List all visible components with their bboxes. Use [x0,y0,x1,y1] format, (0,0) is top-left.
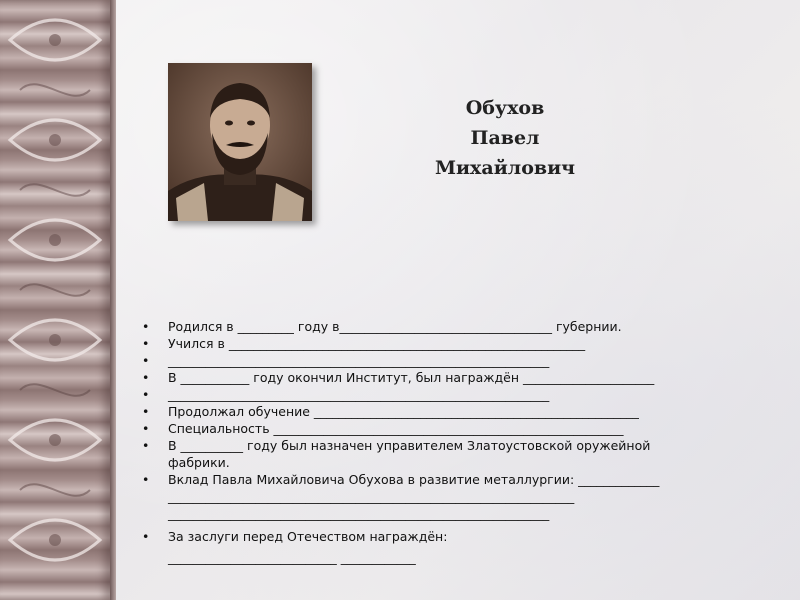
list-item-text: В __________ году был назначен управителем Златоустовской оружейной [168,438,651,453]
page-title [420,93,590,183]
bullet-icon: • [142,438,150,453]
list-item-text: Родился в _________ году в__________________________________ губернии. [168,319,622,334]
bullet-icon: • [142,336,150,351]
list-item-text: _____________________________________________________________ [168,387,550,402]
bullet-icon: • [142,387,150,402]
title-surname: Обухов [465,97,545,119]
bullet-icon: • [142,421,150,436]
list-item [140,335,780,352]
ornament-edge [110,0,116,600]
list-item [140,420,780,437]
list-item-text: За заслуги перед Отечеством награждён: [168,529,448,544]
bullet-icon: • [142,319,150,334]
list-item-text: ___________________________ ____________ [168,550,416,565]
list-item-text: Специальность ________________________________________________________ [168,421,624,436]
ornamental-border [0,0,110,600]
list-item [140,471,780,522]
bullet-list [140,318,780,566]
list-item [140,437,780,471]
title-patronymic: Михайлович [434,157,576,179]
bullet-icon: • [142,353,150,368]
list-item-text: фабрики. [168,455,230,470]
list-item [140,352,780,369]
portrait-image [168,63,312,221]
list-item-text: _________________________________________________________________ [168,489,575,504]
list-item [140,318,780,335]
list-item [140,369,780,386]
bullet-icon: • [142,529,150,544]
list-item-text: _____________________________________________________________ [168,506,550,521]
list-item [140,386,780,403]
bullet-icon: • [142,404,150,419]
list-item-text: _____________________________________________________________ [168,353,550,368]
list-item-text: В ___________ году окончил Институт, был награждён _____________________ [168,370,655,385]
list-item-text: Вклад Павла Михайловича Обухова в развитие металлургии: _____________ [168,472,660,487]
title-name: Павел [470,127,540,149]
list-item [140,528,780,566]
bullet-icon: • [142,370,150,385]
bullet-icon: • [142,472,150,487]
list-item-text: Учился в _________________________________________________________ [168,336,586,351]
list-item [140,403,780,420]
list-item-text: Продолжал обучение ____________________________________________________ [168,404,639,419]
floral-ornament-icon [0,0,110,600]
